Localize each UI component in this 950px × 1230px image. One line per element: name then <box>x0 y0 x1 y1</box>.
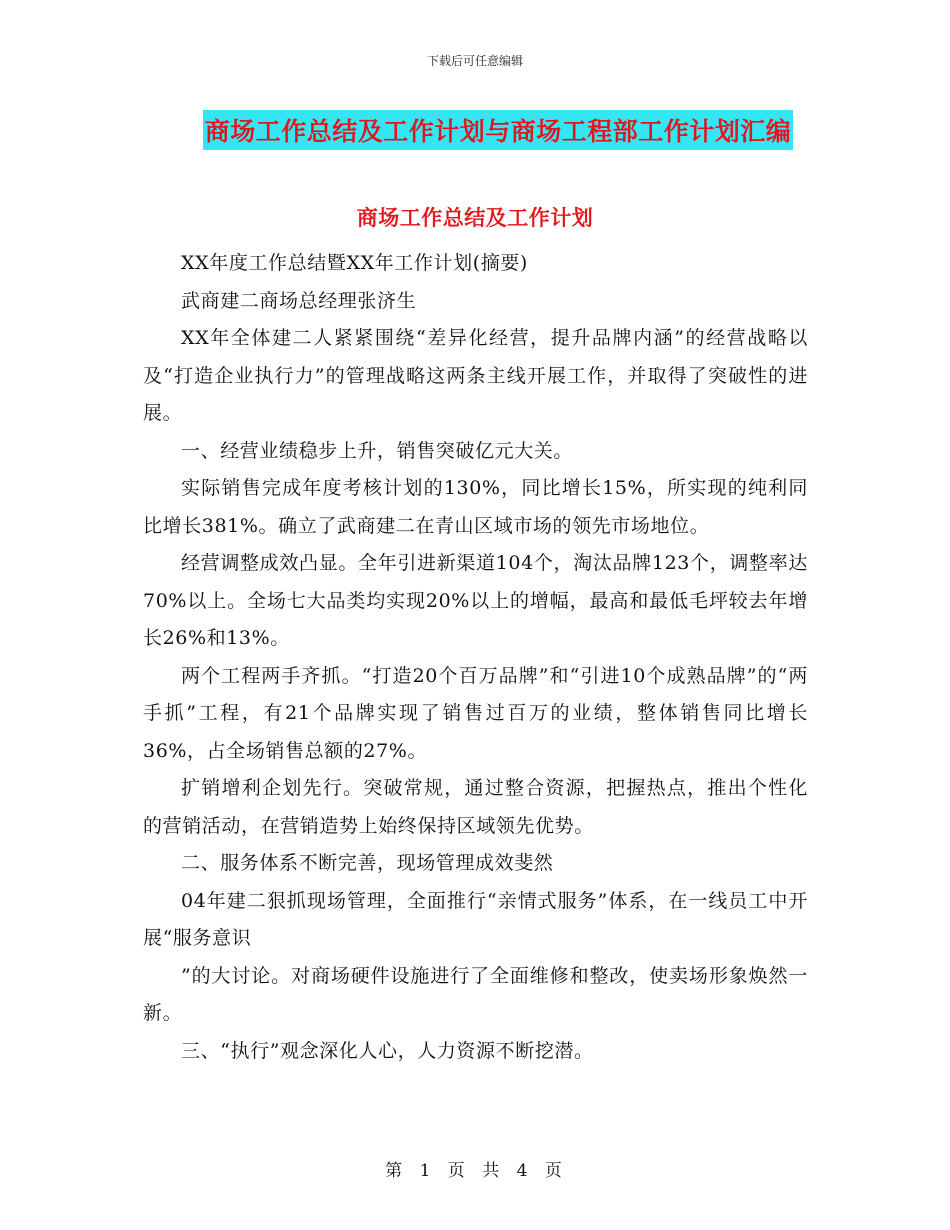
paragraph: XX年度工作总结暨XX年工作计划(摘要) <box>181 252 528 274</box>
paragraph: 三、“执行”观念深化人心，人力资源不断挖潜。 <box>181 1039 594 1062</box>
paragraph: ”的大讨论。对商场硬件设施进行了全面维修和整改，使卖场形象焕然一新。 <box>143 964 808 1024</box>
paragraph: 两个工程两手齐抓。“打造20个百万品牌”和“引进10个成熟品牌”的“两手抓”工程，有21个品牌实现了销售过百万的业绩，整体销售同比增长36%，占全场销售总额的27%。 <box>143 664 808 762</box>
page-number-footer: 第 1 页 共 4 页 <box>385 1161 565 1181</box>
paragraph: XX年全体建二人紧紧围绕“差异化经营，提升品牌内涵”的经营战略以及“打造企业执行力”的管理战略这两条主线开展工作，并取得了突破性的进展。 <box>143 327 808 424</box>
paragraph: 扩销增利企划先行。突破常规，通过整合资源，把握热点，推出个性化的营销活动，在营销造势上始终保持区域领先优势。 <box>143 777 808 837</box>
paragraph: 04年建二狠抓现场管理，全面推行“亲情式服务”体系，在一线员工中开展“服务意识 <box>143 889 808 949</box>
paragraph: 经营调整成效凸显。全年引进新渠道104个，淘汰品牌123个，调整率达70%以上。全场七大品类均实现20%以上的增幅，最高和最低毛坪较去年增长26%和13%。 <box>143 552 808 649</box>
document-title: 商场工作总结及工作计划与商场工程部工作计划汇编 <box>203 110 794 150</box>
section-title: 商场工作总结及工作计划 <box>356 205 594 230</box>
paragraph: 一、经营业绩稳步上升，销售突破亿元大关。 <box>181 439 574 462</box>
document-body <box>143 245 808 1070</box>
paragraph: 实际销售完成年度考核计划的130%，同比增长15%，所实现的纯利同比增长381%。确立了武商建二在青山区域市场的领先市场地位。 <box>143 477 808 537</box>
paragraph: 武商建二商场总经理张济生 <box>181 289 417 312</box>
paragraph: 二、服务体系不断完善，现场管理成效斐然 <box>181 852 554 874</box>
document-title-container <box>0 110 950 150</box>
page-header-note: 下载后可任意编辑 <box>426 54 523 68</box>
